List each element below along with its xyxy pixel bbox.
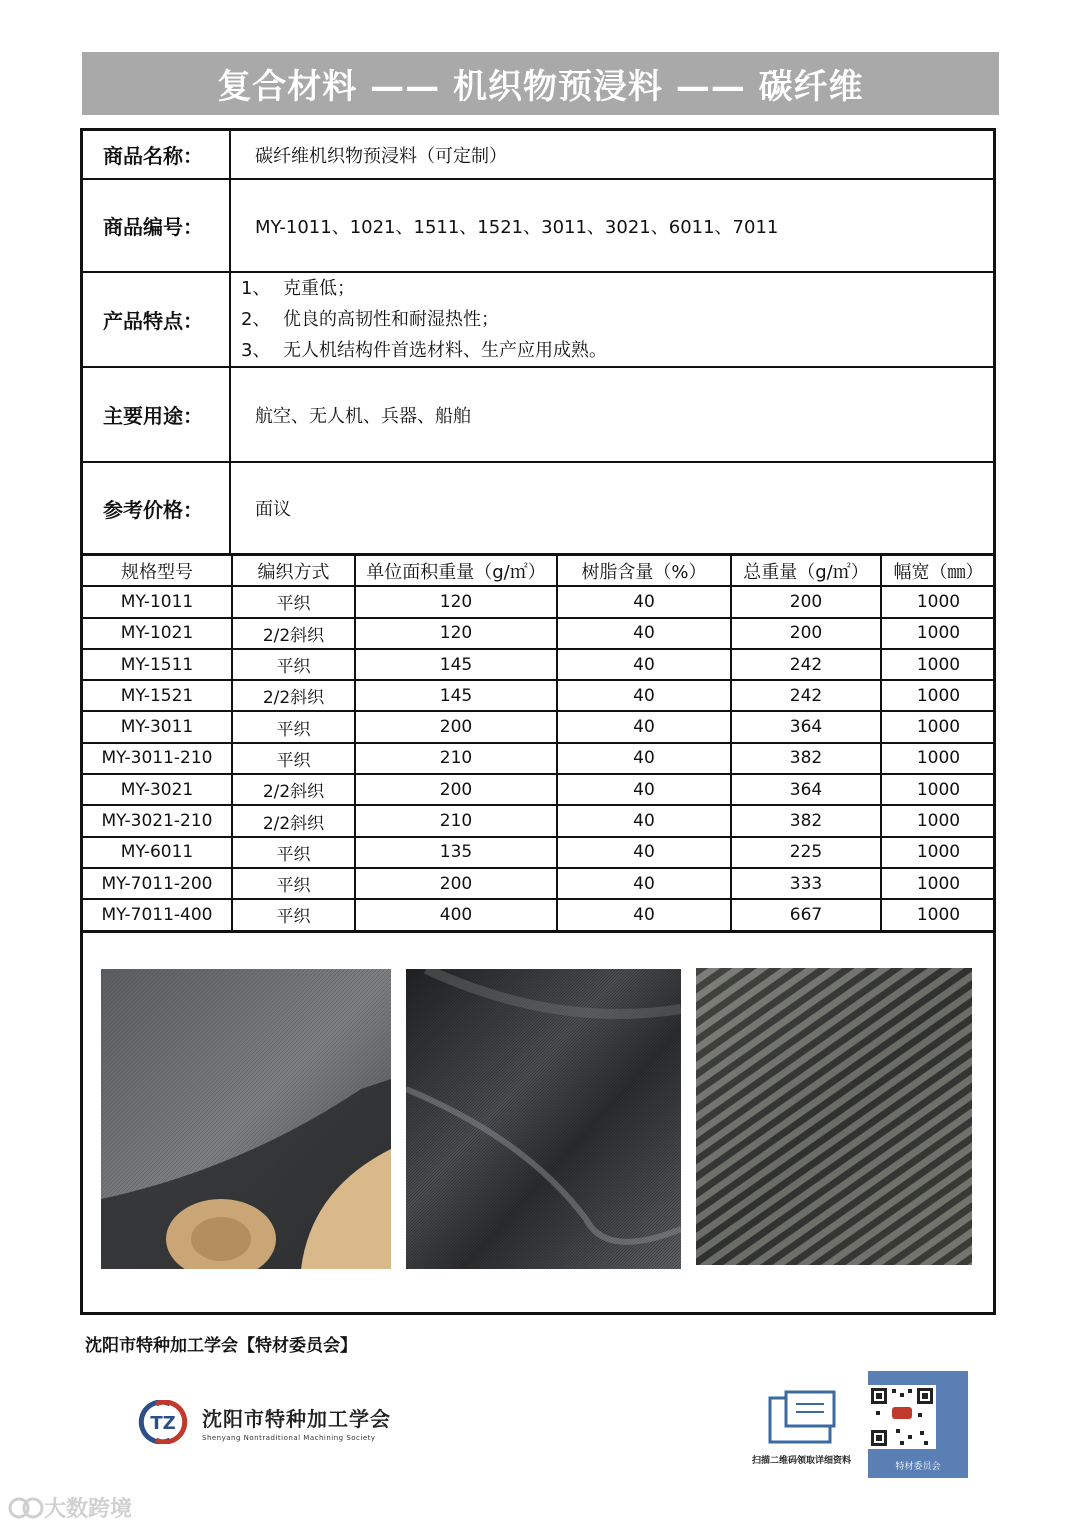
feature-item — [241, 335, 607, 366]
qr-caption: 特材委员会 — [895, 1462, 941, 1472]
table-row — [83, 774, 995, 805]
table-cell: MY-7011-200 — [83, 868, 232, 899]
logo-title-en: Shenyang Nontraditional Machining Society — [202, 1433, 376, 1442]
price-label: 参考价格： — [83, 463, 231, 553]
product-photo-drape — [406, 969, 681, 1269]
spec-table-body — [83, 586, 995, 931]
table-cell: 2/2斜织 — [232, 680, 355, 711]
table-cell: 1000 — [881, 586, 995, 617]
table-cell: 145 — [355, 649, 557, 680]
table-row — [83, 743, 995, 774]
table-cell: 242 — [731, 680, 881, 711]
table-cell: 1000 — [881, 711, 995, 742]
table-cell: 2/2斜织 — [232, 805, 355, 836]
table-cell: 40 — [557, 711, 731, 742]
info-row-code — [83, 180, 993, 271]
table-row — [83, 899, 995, 931]
table-cell: 210 — [355, 743, 557, 774]
feature-text: 克重低； — [283, 278, 355, 299]
info-row-features — [83, 273, 993, 366]
table-cell: 242 — [731, 649, 881, 680]
code-value: MY-1011、1021、1511、1521、3011、3021、6011、7011 — [255, 216, 779, 238]
table-row — [83, 868, 995, 899]
table-cell: 145 — [355, 680, 557, 711]
table-cell: 1000 — [881, 743, 995, 774]
product-sheet — [80, 128, 996, 1315]
table-row — [83, 805, 995, 836]
table-header-row — [83, 555, 995, 587]
table-cell: 40 — [557, 743, 731, 774]
table-row — [83, 649, 995, 680]
table-cell: 1000 — [881, 899, 995, 931]
table-cell: 120 — [355, 586, 557, 617]
table-cell: MY-3021-210 — [83, 805, 232, 836]
table-cell: MY-1521 — [83, 680, 232, 711]
info-row-name — [83, 131, 993, 178]
table-cell: 40 — [557, 868, 731, 899]
table-cell: 40 — [557, 899, 731, 931]
table-row — [83, 586, 995, 617]
table-cell: 2/2斜织 — [232, 618, 355, 649]
qr-code-card[interactable] — [868, 1371, 968, 1478]
table-cell: 200 — [731, 586, 881, 617]
table-cell: 333 — [731, 868, 881, 899]
footer-note: 沈阳市特种加工学会【特材委员会】 — [85, 1336, 357, 1356]
table-cell: 210 — [355, 805, 557, 836]
table-cell: 平织 — [232, 868, 355, 899]
table-cell: 667 — [731, 899, 881, 931]
table-cell: 40 — [557, 649, 731, 680]
table-cell: 40 — [557, 680, 731, 711]
feature-text: 无人机结构件首选材料、生产应用成熟。 — [283, 340, 607, 361]
table-cell: 40 — [557, 805, 731, 836]
watermark — [8, 1492, 132, 1523]
table-cell: 40 — [557, 586, 731, 617]
code-label: 商品编号： — [83, 180, 231, 271]
svg-text:TZ: TZ — [150, 1413, 176, 1434]
table-cell: MY-3021 — [83, 774, 232, 805]
table-cell: 364 — [731, 711, 881, 742]
table-cell: 1000 — [881, 805, 995, 836]
table-cell: 平织 — [232, 649, 355, 680]
table-row — [83, 711, 995, 742]
features-label: 产品特点： — [83, 273, 231, 366]
table-cell: 200 — [355, 774, 557, 805]
feature-number: 2、 — [241, 309, 271, 330]
table-cell: 1000 — [881, 837, 995, 868]
table-cell: 200 — [355, 868, 557, 899]
folder-icon — [766, 1388, 838, 1448]
spec-table — [83, 553, 995, 933]
table-cell: MY-3011-210 — [83, 743, 232, 774]
column-header: 规格型号 — [83, 555, 232, 587]
info-row-price — [83, 463, 993, 553]
feature-number: 3、 — [241, 340, 271, 361]
table-cell: 1000 — [881, 649, 995, 680]
society-logo — [130, 1400, 391, 1444]
feature-item — [241, 304, 607, 335]
column-header: 总重量（g/㎡） — [731, 555, 881, 587]
name-value: 碳纤维机织物预浸料（可定制） — [255, 145, 507, 167]
table-row — [83, 680, 995, 711]
table-cell: MY-6011 — [83, 837, 232, 868]
feature-number: 1、 — [241, 278, 271, 299]
product-photo-twill — [696, 968, 972, 1265]
watermark-text: 大数跨境 — [44, 1497, 133, 1522]
qr-code-icon — [868, 1385, 936, 1449]
price-value: 面议 — [255, 499, 291, 520]
table-cell: 40 — [557, 837, 731, 868]
table-cell: 平织 — [232, 743, 355, 774]
table-cell: 平织 — [232, 586, 355, 617]
features-list — [231, 273, 607, 366]
logo-title-cn: 沈阳市特种加工学会 — [202, 1406, 391, 1431]
use-label: 主要用途： — [83, 368, 231, 461]
tz-logo-icon — [130, 1400, 196, 1444]
column-header: 编织方式 — [232, 555, 355, 587]
table-cell: 平织 — [232, 899, 355, 931]
column-header: 幅宽（㎜） — [881, 555, 995, 587]
table-cell: 200 — [355, 711, 557, 742]
table-cell: 382 — [731, 805, 881, 836]
product-photo-roll — [101, 969, 391, 1269]
table-cell: MY-1021 — [83, 618, 232, 649]
scan-instruction: 扫描二维码领取详细资料 — [752, 1456, 852, 1466]
table-cell: 1000 — [881, 868, 995, 899]
table-cell: 200 — [731, 618, 881, 649]
name-label: 商品名称： — [83, 131, 231, 178]
watermark-logo-icon — [8, 1497, 44, 1519]
table-cell: 135 — [355, 837, 557, 868]
table-cell: MY-1511 — [83, 649, 232, 680]
table-row — [83, 618, 995, 649]
table-cell: 1000 — [881, 618, 995, 649]
table-cell: 平织 — [232, 837, 355, 868]
feature-text: 优良的高韧性和耐湿热性； — [283, 309, 499, 330]
logo-text — [202, 1403, 391, 1442]
info-row-use — [83, 368, 993, 461]
table-cell: 40 — [557, 618, 731, 649]
table-cell: 40 — [557, 774, 731, 805]
table-cell: 400 — [355, 899, 557, 931]
table-cell: 364 — [731, 774, 881, 805]
table-cell: 平织 — [232, 711, 355, 742]
feature-item — [241, 273, 607, 304]
table-cell: MY-7011-400 — [83, 899, 232, 931]
table-cell: 1000 — [881, 774, 995, 805]
column-header: 单位面积重量（g/㎡） — [355, 555, 557, 587]
table-cell: 225 — [731, 837, 881, 868]
table-cell: 1000 — [881, 680, 995, 711]
table-cell: 2/2斜织 — [232, 774, 355, 805]
table-cell: 382 — [731, 743, 881, 774]
features-value — [231, 273, 993, 366]
table-row — [83, 837, 995, 868]
use-value: 航空、无人机、兵器、船舶 — [255, 405, 471, 427]
table-cell: MY-1011 — [83, 586, 232, 617]
page-banner — [82, 52, 999, 115]
column-header: 树脂含量（%） — [557, 555, 731, 587]
table-cell: 120 — [355, 618, 557, 649]
table-cell: MY-3011 — [83, 711, 232, 742]
banner-title: 复合材料 —— 机织物预浸料 —— 碳纤维 — [217, 67, 864, 107]
